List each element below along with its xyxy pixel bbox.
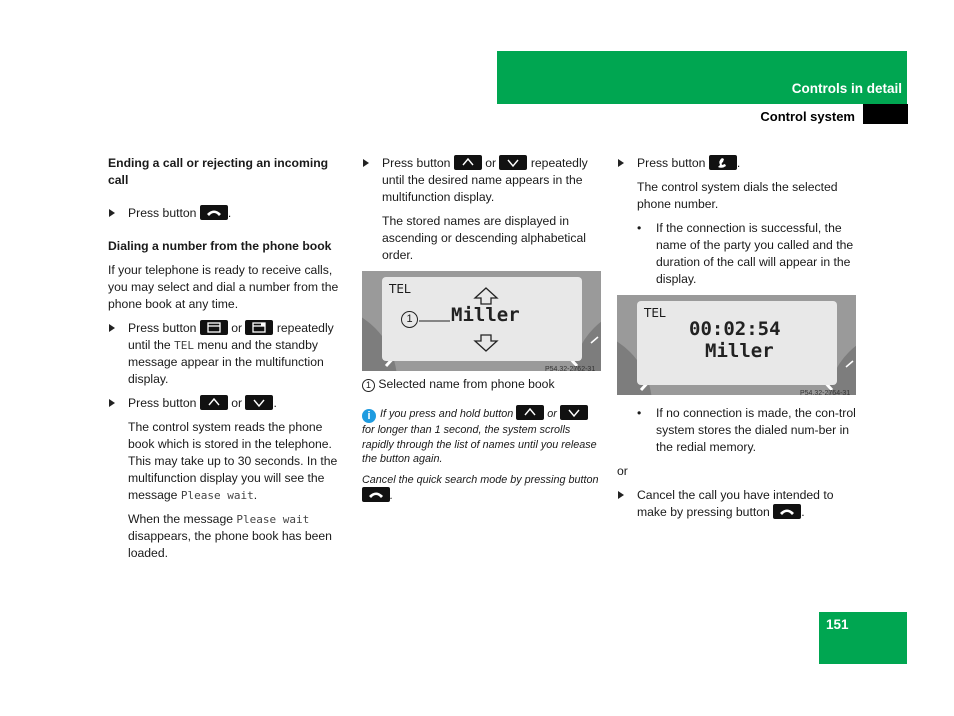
up-button-icon bbox=[516, 405, 544, 420]
note-cancel-search: Cancel the quick search mode by pressing button . bbox=[362, 473, 599, 502]
tel-label: TEL bbox=[389, 282, 411, 296]
multifunction-display-phonebook bbox=[362, 271, 601, 371]
info-icon: i bbox=[362, 409, 376, 423]
intro-text: If your telephone is ready to receive calls, you may select and dial a number from the phone book at any time. bbox=[108, 263, 339, 311]
loaded-text: When the message Please wait disappears, the phone book has been loaded. bbox=[128, 512, 332, 560]
section-title: Controls in detail bbox=[791, 81, 902, 96]
column-3 bbox=[617, 155, 857, 528]
tel-label: TEL bbox=[644, 306, 666, 320]
step-scroll-names: Press button or repeatedly until the desired name appears in the multifunction display. bbox=[362, 155, 602, 206]
reads-text: The control system reads the phone book which is stored in the telephone. This may take up to 30 seconds. In the multifunction display you will see the message Please wait. bbox=[128, 420, 338, 502]
hang-up-button-icon bbox=[200, 205, 228, 220]
up-button-icon bbox=[454, 155, 482, 170]
or-text: or bbox=[617, 464, 628, 478]
callout-marker: 1 bbox=[401, 311, 418, 328]
column-1 bbox=[108, 155, 346, 569]
display-name: Miller bbox=[451, 304, 520, 326]
down-button-icon bbox=[245, 395, 273, 410]
dials-text: The control system dials the selected phone number. bbox=[637, 180, 838, 211]
up-button-icon bbox=[200, 395, 228, 410]
figure-ref: P54.32-2764-31 bbox=[800, 390, 851, 395]
display-name: Miller bbox=[705, 340, 774, 362]
figure-caption: 1 Selected name from phone book bbox=[362, 376, 602, 393]
down-button-icon bbox=[499, 155, 527, 170]
step-menu: Press button or repeatedly until the TEL menu and the standby message appear in the multifunction display. bbox=[108, 320, 346, 388]
column-2 bbox=[362, 155, 602, 510]
hang-up-button-icon bbox=[773, 504, 801, 519]
note-quick-scroll: i If you press and hold button or for longer than 1 second, the system scrolls rapidly through the list of names until you release the button again. bbox=[362, 405, 602, 467]
heading-end-call: Ending a call or rejecting an incoming call bbox=[108, 156, 329, 187]
call-button-icon bbox=[709, 155, 737, 170]
hang-up-button-icon bbox=[362, 487, 390, 502]
down-button-icon bbox=[560, 405, 588, 420]
header-tab-marker bbox=[863, 104, 908, 124]
step-updown: Press button or . bbox=[108, 395, 346, 412]
figure-ref: P54.32-2762-31 bbox=[545, 366, 596, 371]
section-subtitle: Control system bbox=[760, 109, 855, 124]
step-dial: Press button . bbox=[617, 155, 857, 172]
bullet-connected: • If the connection is successful, the name of the party you called and the duration of the call will appear in the display. bbox=[637, 221, 854, 286]
call-duration: 00:02:54 bbox=[689, 318, 781, 340]
menu-left-button-icon bbox=[200, 320, 228, 335]
page-number: 151 bbox=[826, 617, 849, 632]
bullet-no-connection: • If no connection is made, the con-trol system stores the dialed num-ber in the redial memory. bbox=[637, 406, 856, 454]
stored-names-text: The stored names are displayed in ascending or descending alphabetical order. bbox=[382, 214, 586, 262]
multifunction-display-call bbox=[617, 295, 856, 395]
heading-phone-book: Dialing a number from the phone book bbox=[108, 239, 332, 253]
step-cancel-call: Cancel the call you have intended to make by pressing button . bbox=[617, 487, 857, 521]
menu-right-button-icon bbox=[245, 320, 273, 335]
step-end-call: Press button . bbox=[108, 205, 346, 222]
